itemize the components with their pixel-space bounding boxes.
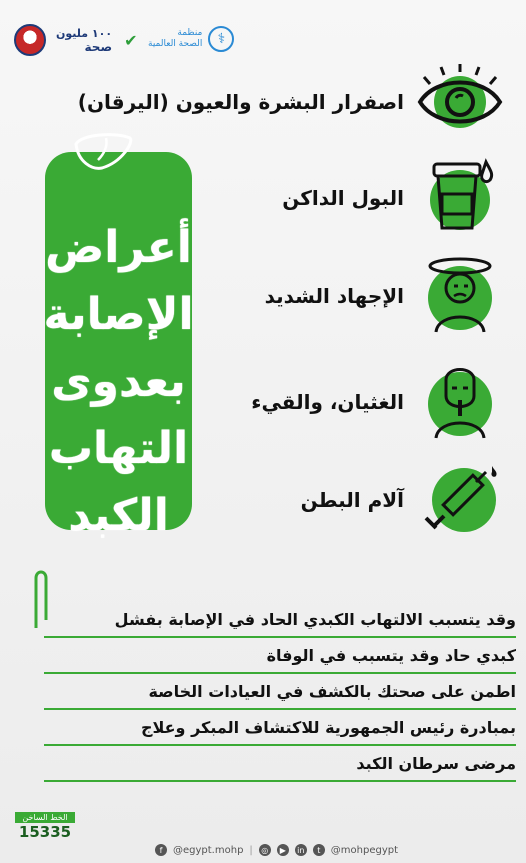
- youtube-icon: ▶: [277, 844, 289, 856]
- symptom-item-fatigue: [265, 256, 504, 336]
- vomiting-person-icon: [414, 362, 504, 442]
- symptom-label-dark-urine: البول الداكن: [282, 186, 404, 210]
- note-block: [44, 602, 516, 782]
- title-line-5: الكبد: [68, 490, 169, 541]
- symptom-item-abdominal-pain: [301, 460, 504, 540]
- symptom-label-nausea: الغثيان، والقيء: [251, 390, 404, 414]
- title-card: [43, 152, 194, 541]
- eye-icon: [414, 62, 504, 142]
- hotline-label: الخط الساخن: [15, 812, 75, 823]
- instagram-icon: ◎: [259, 844, 271, 856]
- hotline-number: 15335: [18, 823, 72, 841]
- hotline: [15, 812, 75, 841]
- symptom-label-abdominal-pain: آلام البطن: [300, 488, 404, 512]
- note-line-1: وقد يتسبب الالتهاب الكبدي الحاد في الإصابة بفشل: [44, 602, 516, 638]
- title-line-2: الإصابة: [43, 289, 194, 340]
- footer-social: [155, 844, 398, 856]
- symptom-label-jaundice: اصفرار البشرة والعيون (اليرقان): [77, 90, 404, 114]
- urine-cup-icon: [414, 158, 504, 238]
- note-line-2: كبدي حاد وقد يتسبب في الوفاة: [44, 638, 516, 674]
- syringe-icon: [414, 460, 504, 540]
- campaign-line1: ١٠٠ مليون: [56, 26, 113, 40]
- campaign-line2: صحة: [84, 39, 113, 54]
- twitter-icon: t: [313, 844, 325, 856]
- ministry-logo-icon: [14, 24, 46, 56]
- who-line1: منظمة: [177, 28, 203, 38]
- title-line-4: التهاب: [48, 423, 189, 474]
- symptom-label-fatigue: الإجهاد الشديد: [264, 284, 404, 308]
- campaign-logo: [56, 27, 112, 54]
- note-line-5: مرضى سرطان الكبد: [44, 746, 516, 782]
- symptom-item-dark-urine: [282, 158, 504, 238]
- title-line-1: أعراض: [45, 222, 192, 273]
- title-line-3: بعدوى: [51, 356, 186, 407]
- note-line-3: اطمن على صحتك بالكشف في العيادات الخاصة: [44, 674, 516, 710]
- footer-separator: |: [249, 844, 253, 856]
- check-icon: ✔: [124, 30, 138, 50]
- dizzy-person-icon: [414, 256, 504, 336]
- linkedin-icon: in: [295, 844, 307, 856]
- social-handle: @mohpegypt: [330, 844, 399, 856]
- symptom-item-nausea: [251, 362, 504, 442]
- facebook-icon: f: [155, 844, 167, 856]
- who-logo: [148, 26, 234, 52]
- who-emblem-icon: ⚕: [208, 26, 234, 52]
- who-line2: الصحة العالمية: [148, 39, 203, 49]
- header-logos: [14, 22, 137, 58]
- note-line-4: بمبادرة رئيس الجمهورية للاكتشاف المبكر وعلاج: [44, 710, 516, 746]
- facebook-handle: @egypt.mohp: [173, 844, 244, 856]
- symptom-item-jaundice: [78, 62, 504, 142]
